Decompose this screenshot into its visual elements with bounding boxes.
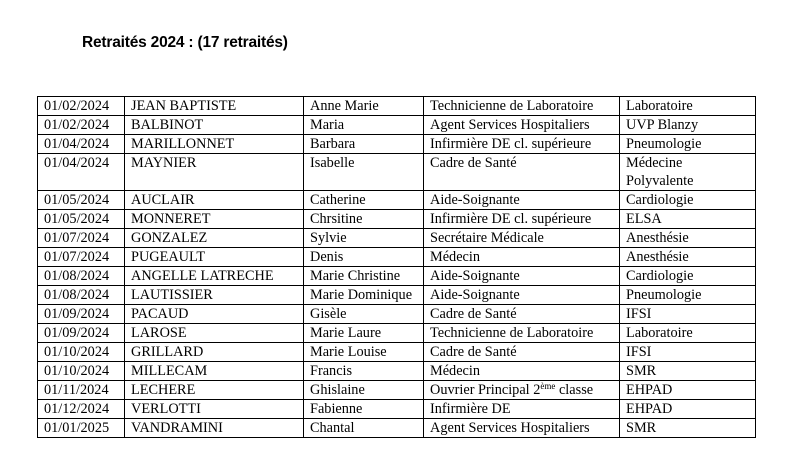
position-cell: Médecin <box>424 362 620 381</box>
position-cell: Cadre de Santé <box>424 305 620 324</box>
last-name-cell: PUGEAULT <box>125 248 304 267</box>
retirees-table <box>37 96 756 438</box>
table-row <box>38 419 756 438</box>
retirement-date-cell: 01/09/2024 <box>38 305 125 324</box>
last-name-cell: VERLOTTI <box>125 400 304 419</box>
retirement-date-cell: 01/02/2024 <box>38 116 125 135</box>
first-name-cell: Denis <box>304 248 424 267</box>
first-name-cell: Catherine <box>304 191 424 210</box>
first-name-cell: Anne Marie <box>304 97 424 116</box>
position-cell: Aide-Soignante <box>424 286 620 305</box>
service-cell: IFSI <box>620 305 756 324</box>
service-cell: Pneumologie <box>620 135 756 154</box>
service-cell: IFSI <box>620 343 756 362</box>
table-row <box>38 267 756 286</box>
retirement-date-cell: 01/01/2025 <box>38 419 125 438</box>
last-name-cell: GONZALEZ <box>125 229 304 248</box>
last-name-cell: GRILLARD <box>125 343 304 362</box>
table-row <box>38 135 756 154</box>
service-cell: SMR <box>620 362 756 381</box>
table-row <box>38 97 756 116</box>
service-cell: Laboratoire <box>620 97 756 116</box>
first-name-cell: Barbara <box>304 135 424 154</box>
service-cell: Pneumologie <box>620 286 756 305</box>
table-row <box>38 381 756 400</box>
last-name-cell: VANDRAMINI <box>125 419 304 438</box>
position-cell: Aide-Soignante <box>424 191 620 210</box>
service-cell: Cardiologie <box>620 267 756 286</box>
last-name-cell: LAROSE <box>125 324 304 343</box>
position-cell: Infirmière DE <box>424 400 620 419</box>
last-name-cell: BALBINOT <box>125 116 304 135</box>
position-cell: Secrétaire Médicale <box>424 229 620 248</box>
table-row <box>38 400 756 419</box>
service-cell: ELSA <box>620 210 756 229</box>
position-cell: Infirmière DE cl. supérieure <box>424 210 620 229</box>
service-cell: Médecine Polyvalente <box>620 154 756 191</box>
position-cell: Aide-Soignante <box>424 267 620 286</box>
retirement-date-cell: 01/04/2024 <box>38 154 125 191</box>
table-row <box>38 286 756 305</box>
first-name-cell: Marie Laure <box>304 324 424 343</box>
last-name-cell: AUCLAIR <box>125 191 304 210</box>
last-name-cell: MONNERET <box>125 210 304 229</box>
table-row <box>38 343 756 362</box>
first-name-cell: Francis <box>304 362 424 381</box>
position-cell <box>424 381 620 400</box>
position-cell: Agent Services Hospitaliers <box>424 419 620 438</box>
table-row <box>38 116 756 135</box>
position-cell: Agent Services Hospitaliers <box>424 116 620 135</box>
retirement-date-cell: 01/12/2024 <box>38 400 125 419</box>
last-name-cell: MARILLONNET <box>125 135 304 154</box>
retirement-date-cell: 01/11/2024 <box>38 381 125 400</box>
first-name-cell: Marie Dominique <box>304 286 424 305</box>
first-name-cell: Fabienne <box>304 400 424 419</box>
first-name-cell: Isabelle <box>304 154 424 191</box>
retirement-date-cell: 01/10/2024 <box>38 362 125 381</box>
position-cell: Médecin <box>424 248 620 267</box>
retirement-date-cell: 01/08/2024 <box>38 286 125 305</box>
first-name-cell: Gisèle <box>304 305 424 324</box>
position-suffix: classe <box>555 382 594 398</box>
retirement-date-cell: 01/02/2024 <box>38 97 125 116</box>
retirement-date-cell: 01/10/2024 <box>38 343 125 362</box>
service-cell: Anesthésie <box>620 229 756 248</box>
retirement-date-cell: 01/07/2024 <box>38 248 125 267</box>
table-row <box>38 154 756 191</box>
retirees-table-body <box>38 97 756 438</box>
first-name-cell: Chantal <box>304 419 424 438</box>
last-name-cell: JEAN BAPTISTE <box>125 97 304 116</box>
retirement-date-cell: 01/05/2024 <box>38 210 125 229</box>
last-name-cell: ANGELLE LATRECHE <box>125 267 304 286</box>
position-cell: Infirmière DE cl. supérieure <box>424 135 620 154</box>
table-row <box>38 229 756 248</box>
table-row <box>38 210 756 229</box>
service-cell: EHPAD <box>620 400 756 419</box>
first-name-cell: Sylvie <box>304 229 424 248</box>
service-cell: EHPAD <box>620 381 756 400</box>
table-row <box>38 362 756 381</box>
table-row <box>38 305 756 324</box>
position-superscript: ème <box>540 381 556 391</box>
service-cell: SMR <box>620 419 756 438</box>
first-name-cell: Maria <box>304 116 424 135</box>
service-cell: UVP Blanzy <box>620 116 756 135</box>
last-name-cell: LECHERE <box>125 381 304 400</box>
first-name-cell: Marie Louise <box>304 343 424 362</box>
retirement-date-cell: 01/04/2024 <box>38 135 125 154</box>
last-name-cell: PACAUD <box>125 305 304 324</box>
table-row <box>38 248 756 267</box>
position-cell: Technicienne de Laboratoire <box>424 324 620 343</box>
last-name-cell: MAYNIER <box>125 154 304 191</box>
last-name-cell: LAUTISSIER <box>125 286 304 305</box>
table-row <box>38 191 756 210</box>
first-name-cell: Marie Christine <box>304 267 424 286</box>
retirement-date-cell: 01/09/2024 <box>38 324 125 343</box>
position-cell: Cadre de Santé <box>424 154 620 191</box>
first-name-cell: Ghislaine <box>304 381 424 400</box>
service-cell: Anesthésie <box>620 248 756 267</box>
retirement-date-cell: 01/07/2024 <box>38 229 125 248</box>
position-cell: Technicienne de Laboratoire <box>424 97 620 116</box>
first-name-cell: Chrsitine <box>304 210 424 229</box>
table-row <box>38 324 756 343</box>
page-title: Retraités 2024 : (17 retraités) <box>82 34 288 51</box>
position-cell: Cadre de Santé <box>424 343 620 362</box>
position-text: Ouvrier Principal 2 <box>430 382 541 398</box>
last-name-cell: MILLECAM <box>125 362 304 381</box>
retirement-date-cell: 01/08/2024 <box>38 267 125 286</box>
retirement-date-cell: 01/05/2024 <box>38 191 125 210</box>
service-cell: Laboratoire <box>620 324 756 343</box>
service-cell: Cardiologie <box>620 191 756 210</box>
